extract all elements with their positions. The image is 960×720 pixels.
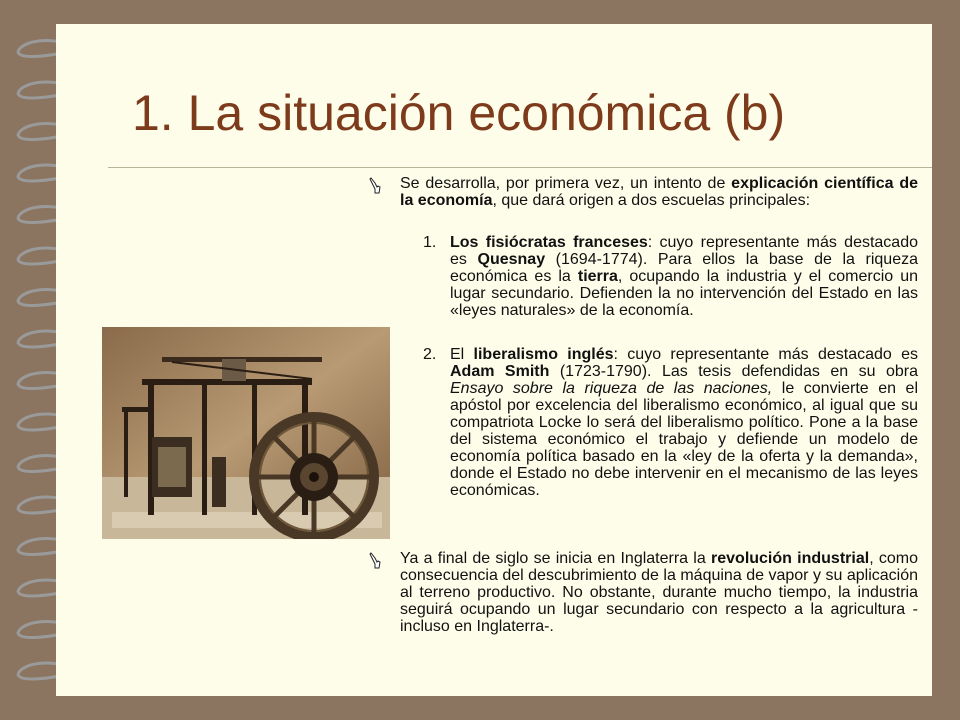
slide-page — [56, 24, 932, 696]
item-number-2: 2. — [423, 346, 437, 363]
slide-title: 1. La situación económica (b) — [132, 85, 786, 141]
title-divider — [108, 167, 932, 168]
bullet-paragraph-2: Ya a final de siglo se inicia en Inglaterra la revolución industrial, como consecuencia del descubrimiento de la máquina de vapor y su aplicación al terreno productivo. No obstante, durante mucho tiempo, la industria seguirá ocupando un lugar secundario con respecto a la agricultura -incluso en Inglaterra-. — [400, 550, 919, 635]
numbered-item-1: Los fisiócratas franceses: cuyo representante más destacado es Quesnay (1694-1774). Para ellos la base de la riqueza económica es la tierra, ocupando la industria y el comercio un lugar secundario. Defienden la no intervención del Estado en las «leyes naturales» de la economía. — [450, 234, 919, 319]
pointing-hand-bullet-icon — [367, 552, 383, 570]
numbered-item-2: El liberalismo inglés: cuyo representante más destacado es Adam Smith (1723-1790). Las tesis defendidas en su obra Ensayo sobre la riqueza de las naciones, le convierte en el apóstol por excelencia del liberalismo económico, al igual que su compatriota Locke lo será del liberalismo político. Pone a la base del sistema económico el trabajo y defiende un modelo de economía política basado en la «ley de la oferta y la demanda», donde el Estado no debe intervenir en el mecanismo de las leyes económicas. — [450, 346, 919, 499]
bullet-paragraph-1: Se desarrolla, por primera vez, un intento de explicación científica de la economía, que dará origen a dos escuelas principales: — [400, 175, 918, 209]
steam-engine-photo — [102, 327, 390, 539]
pointing-hand-bullet-icon — [367, 177, 383, 195]
item-number-1: 1. — [423, 234, 437, 251]
